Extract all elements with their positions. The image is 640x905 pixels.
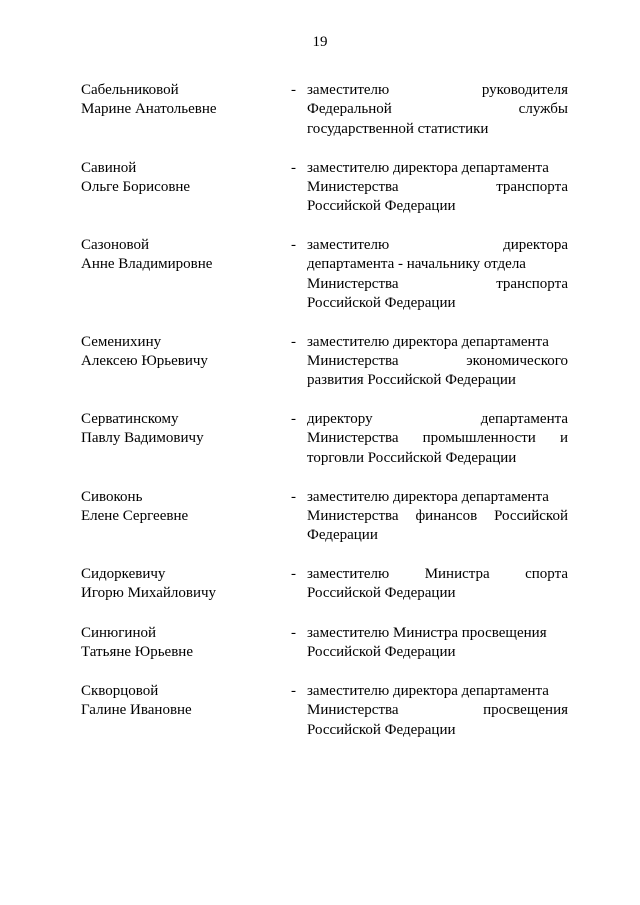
word: промышленности bbox=[422, 430, 536, 447]
position-line bbox=[307, 721, 568, 740]
word: департамента - начальнику отдела bbox=[307, 256, 526, 273]
word: департамента bbox=[480, 411, 568, 427]
position-text bbox=[307, 488, 568, 546]
separator-dash: - bbox=[291, 488, 296, 505]
word: заместителю Министра просвещения bbox=[307, 624, 547, 641]
surname: Сазоновой bbox=[81, 237, 150, 253]
word: транспорта bbox=[496, 178, 568, 195]
list-item bbox=[0, 624, 640, 683]
word: руководителя bbox=[481, 82, 568, 98]
list-item bbox=[0, 682, 640, 760]
list-item bbox=[0, 488, 640, 566]
word: заместителю bbox=[307, 566, 390, 582]
surname: Скворцовой bbox=[81, 683, 159, 699]
position-line bbox=[307, 643, 568, 662]
separator-dash: - bbox=[291, 333, 296, 350]
word: заместителю директора департамента bbox=[307, 488, 549, 505]
position-line bbox=[307, 701, 568, 720]
position-line bbox=[307, 100, 568, 119]
given-names: Елене Сергеевне bbox=[81, 507, 189, 524]
given-names: Анне Владимировне bbox=[81, 256, 213, 273]
surname: Сивоконь bbox=[81, 488, 143, 505]
word: экономического bbox=[466, 352, 568, 369]
word: просвещения bbox=[483, 702, 568, 719]
position-line bbox=[307, 197, 568, 216]
word: Министра bbox=[424, 566, 490, 582]
word: заместителю bbox=[307, 82, 390, 98]
given-names: Павлу Вадимовичу bbox=[81, 430, 204, 447]
given-names: Ольге Борисовне bbox=[81, 178, 191, 195]
position-text bbox=[307, 159, 568, 217]
word: заместителю bbox=[307, 237, 390, 253]
person-name bbox=[81, 159, 281, 198]
position-line bbox=[307, 352, 568, 371]
person-name bbox=[81, 81, 281, 120]
position-text bbox=[307, 236, 568, 314]
position-line bbox=[307, 449, 568, 468]
word: спорта bbox=[525, 566, 568, 582]
person-name bbox=[81, 488, 281, 527]
person-name bbox=[81, 333, 281, 372]
word: Российской bbox=[494, 507, 568, 524]
word: заместителю директора департамента bbox=[307, 159, 549, 176]
position-line bbox=[307, 584, 568, 603]
position-line bbox=[307, 526, 568, 545]
given-names: Алексею Юрьевичу bbox=[81, 352, 208, 369]
word: торговли Российской Федерации bbox=[307, 449, 517, 466]
separator-dash: - bbox=[291, 237, 296, 253]
separator-dash: - bbox=[291, 411, 296, 427]
position-text bbox=[307, 624, 568, 663]
word: Министерства bbox=[307, 430, 399, 447]
list-item bbox=[0, 410, 640, 488]
word: Министерства bbox=[307, 702, 399, 719]
position-line bbox=[307, 159, 568, 178]
word: Российской Федерации bbox=[307, 721, 456, 738]
word: Министерства bbox=[307, 178, 399, 195]
word: финансов bbox=[415, 507, 478, 524]
word: директора bbox=[503, 237, 568, 253]
word: Федеральной bbox=[307, 101, 392, 118]
word: развития Российской Федерации bbox=[307, 372, 516, 389]
surname: Серватинскому bbox=[81, 411, 179, 427]
position-text bbox=[307, 682, 568, 740]
surname: Сидоркевичу bbox=[81, 566, 166, 582]
position-line bbox=[307, 255, 568, 274]
position-line bbox=[307, 565, 568, 584]
given-names: Татьяне Юрьевне bbox=[81, 643, 193, 660]
separator-dash: - bbox=[291, 624, 296, 641]
word: Федерации bbox=[307, 527, 378, 544]
person-name bbox=[81, 624, 281, 663]
list-item bbox=[0, 81, 640, 159]
word: Министерства bbox=[307, 507, 399, 524]
position-line bbox=[307, 624, 568, 643]
word: Российской Федерации bbox=[307, 198, 456, 215]
list-item bbox=[0, 159, 640, 237]
position-line bbox=[307, 488, 568, 507]
word: Российской Федерации bbox=[307, 643, 456, 660]
given-names: Марине Анатольевне bbox=[81, 101, 217, 118]
list-item bbox=[0, 333, 640, 411]
position-line bbox=[307, 507, 568, 526]
surname: Семенихину bbox=[81, 333, 162, 350]
surname: Синюгиной bbox=[81, 624, 156, 641]
word: и bbox=[559, 430, 568, 447]
person-name bbox=[81, 236, 281, 275]
word: Российской Федерации bbox=[307, 295, 456, 312]
position-line bbox=[307, 429, 568, 448]
surname: Сабельниковой bbox=[81, 82, 179, 98]
position-line bbox=[307, 178, 568, 197]
position-line bbox=[307, 371, 568, 390]
person-name bbox=[81, 410, 281, 449]
position-text bbox=[307, 81, 568, 139]
word: заместителю директора департамента bbox=[307, 333, 549, 350]
position-line bbox=[307, 682, 568, 701]
list-item bbox=[0, 565, 640, 624]
position-line bbox=[307, 333, 568, 352]
word: заместителю директора департамента bbox=[307, 683, 549, 699]
word: государственной статистики bbox=[307, 120, 489, 137]
position-line bbox=[307, 236, 568, 255]
word: Министерства bbox=[307, 352, 399, 369]
separator-dash: - bbox=[291, 159, 296, 176]
word: транспорта bbox=[496, 275, 568, 292]
person-name bbox=[81, 565, 281, 604]
word: директору bbox=[307, 411, 373, 427]
position-line bbox=[307, 275, 568, 294]
given-names: Галине Ивановне bbox=[81, 702, 192, 719]
position-text bbox=[307, 333, 568, 391]
separator-dash: - bbox=[291, 683, 296, 699]
surname: Савиной bbox=[81, 159, 137, 176]
word: службы bbox=[518, 101, 568, 118]
position-line bbox=[307, 120, 568, 139]
page-number: 19 bbox=[312, 34, 328, 50]
list-item bbox=[0, 236, 640, 333]
position-line bbox=[307, 410, 568, 429]
position-line bbox=[307, 294, 568, 313]
word: Российской Федерации bbox=[307, 585, 456, 602]
position-line bbox=[307, 81, 568, 100]
appointment-list bbox=[0, 81, 640, 760]
position-text bbox=[307, 410, 568, 468]
given-names: Игорю Михайловичу bbox=[81, 585, 217, 602]
word: Министерства bbox=[307, 275, 399, 292]
person-name bbox=[81, 682, 281, 721]
separator-dash: - bbox=[291, 82, 296, 98]
separator-dash: - bbox=[291, 566, 296, 582]
position-text bbox=[307, 565, 568, 604]
